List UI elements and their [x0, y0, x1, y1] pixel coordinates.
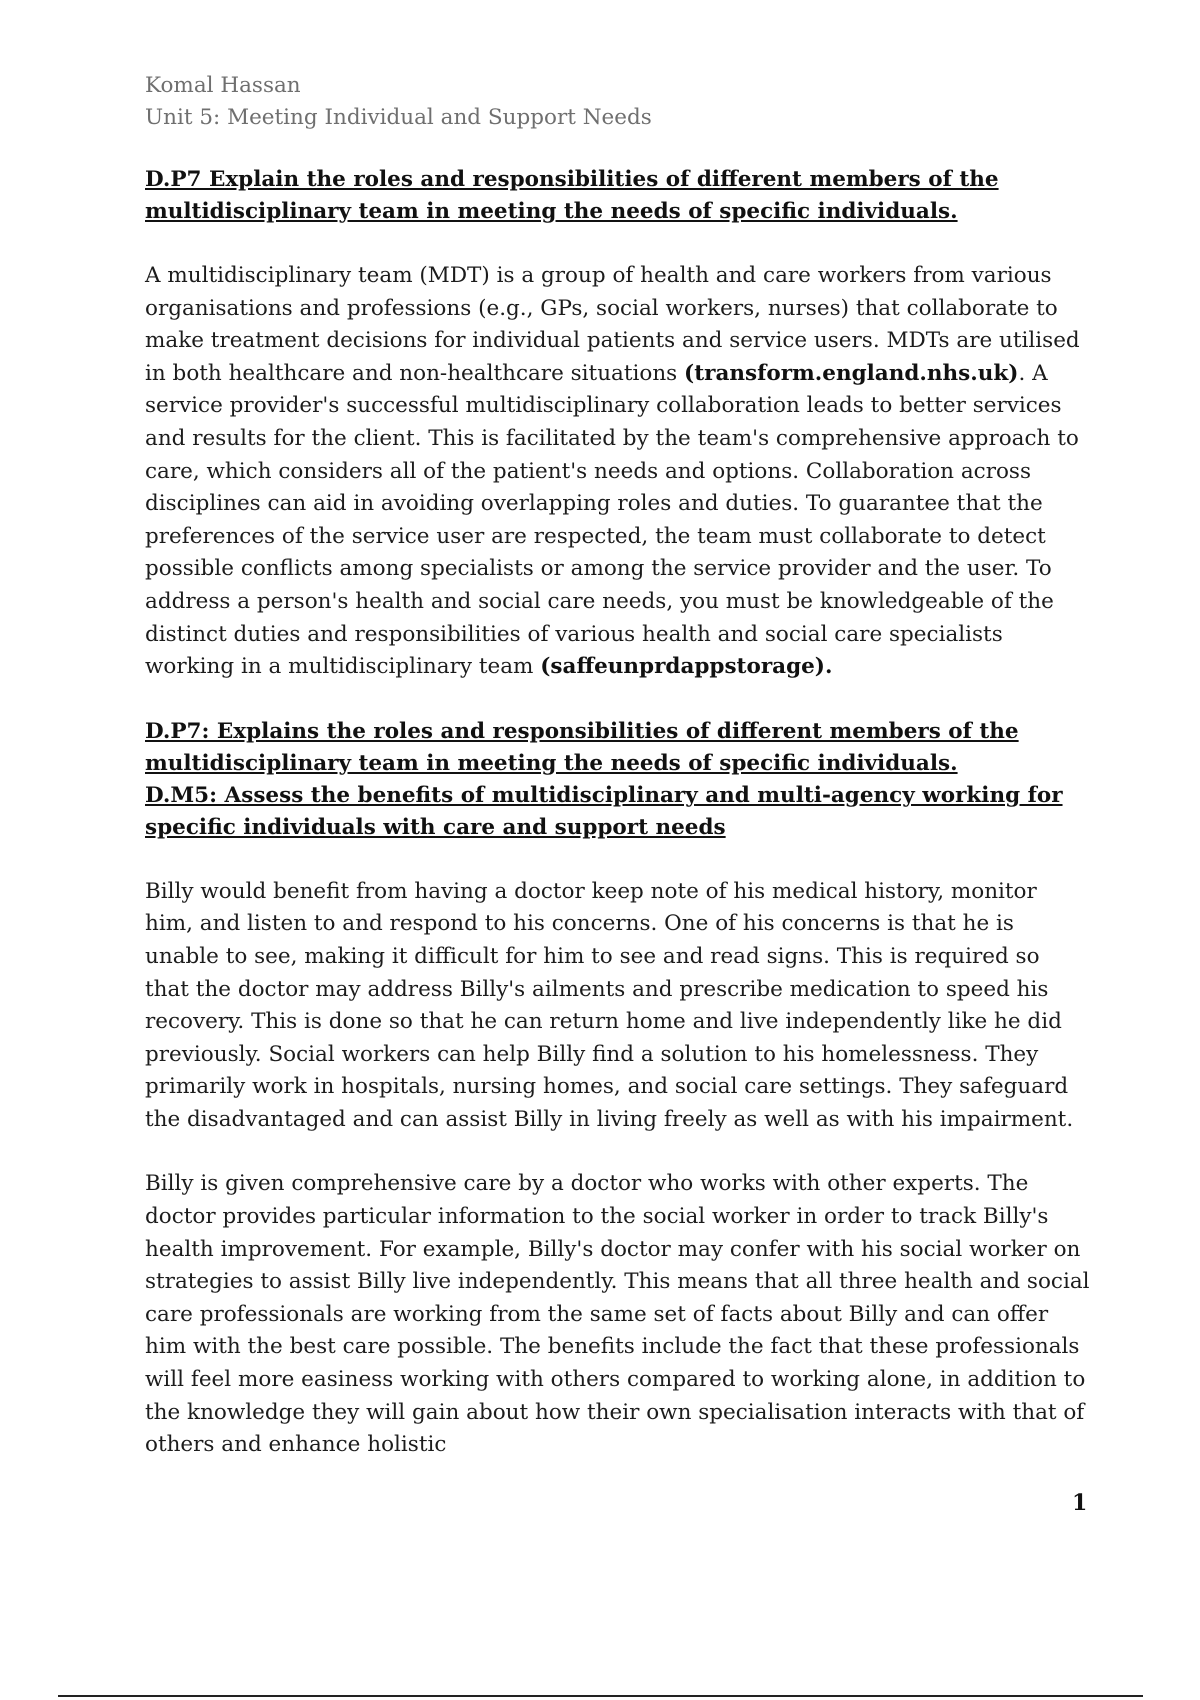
- author-name: Komal Hassan: [145, 73, 301, 98]
- footer-divider: [58, 1695, 1143, 1697]
- citation-nhs: (transform.england.nhs.uk): [684, 360, 1019, 386]
- section-heading-dp7: D.P7 Explain the roles and responsibilities of different members of the multidisciplinary team in meeting the needs of specific individuals.: [145, 167, 999, 224]
- mdt-paragraph: [145, 260, 1090, 684]
- section-heading-dm5: D.M5: Assess the benefits of multidisciplinary and multi-agency working for specific individuals with care and support needs: [145, 782, 1063, 840]
- mdt-paragraph-text-1: A multidisciplinary team (MDT) is a group of health and care workers from various organisations and professions (e.g., GPs, social workers, nurses) that collaborate to make treatment decisions for individual patients and service users. MDTs are utilised in both healthcare and non-healthcare situations: [145, 263, 1080, 386]
- mdt-paragraph-text-2: . A service provider's successful multidisciplinary collaboration leads to better services and results for the client. This is facilitated by the team's comprehensive approach to care, which considers all of the patient's needs and options. Collaboration across disciplines can aid in avoiding overlapping roles and duties. To guarantee that the preferences of the service user are respected, the team must collaborate to detect possible conflicts among specialists or among the service provider and the user. To address a person's health and social care needs, you must be knowledgeable of the distinct duties and responsibilities of various health and social care specialists working in a multidisciplinary team: [145, 360, 1079, 680]
- citation-end: .: [824, 654, 833, 680]
- page-number: 1: [1072, 1490, 1088, 1516]
- billy-care-paragraph: Billy is given comprehensive care by a doctor who works with other experts. The doctor provides particular information to the social worker in order to track Billy's health improvement. For example, Billy's doctor may confer with his social worker on strategies to assist Billy live independently. This means that all three health and social care professionals are working from the same set of facts about Billy and can offer him with the best care possible. The benefits include the fact that these professionals will feel more easiness working with others compared to working alone, in addition to the knowledge they will gain about how their own specialisation interacts with that of others and enhance holistic: [145, 1171, 1090, 1458]
- section-heading-dp7-explains: D.P7: Explains the roles and responsibilities of different members of the multidisciplinary team in meeting the needs of specific individuals.: [145, 718, 1019, 776]
- citation-saffe: (saffeunprdappstorage): [540, 654, 825, 680]
- unit-title: Unit 5: Meeting Individual and Support Needs: [145, 105, 652, 130]
- document-page: [145, 70, 1090, 1462]
- billy-doctor-paragraph: Billy would benefit from having a doctor keep note of his medical history, monitor him, and listen to and respond to his concerns. One of his concerns is that he is unable to see, making it difficult for him to see and read signs. This is required so that the doctor may address Billy's ailments and prescribe medication to speed his recovery. This is done so that he can return home and live independently like he did previously. Social workers can help Billy find a solution to his homelessness. They primarily work in hospitals, nursing homes, and social care settings. They safeguard the disadvantaged and can assist Billy in living freely as well as with his impairment.: [145, 878, 1074, 1132]
